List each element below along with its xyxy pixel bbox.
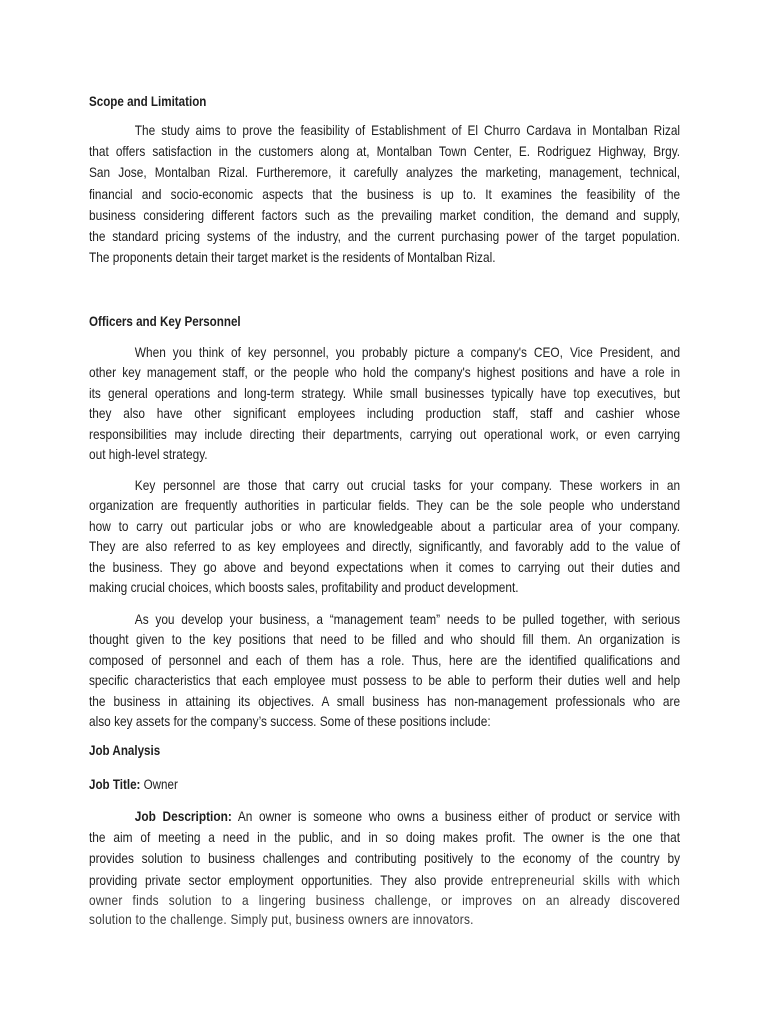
- text-line: San Jose, Montalban Rizal. Furtheremore, it carefully analyzes the marketing, management, technical,: [89, 164, 681, 181]
- text-line: They are also referred to as key employees and directly, significantly, and favorably add to the value of: [89, 538, 681, 555]
- text-line: [89, 870, 680, 891]
- text-line: how to carry out particular jobs or who are knowledgeable about a particular area of your company.: [89, 517, 681, 534]
- text-line: other key management staff, or the people who hold the company's highest positions and have a role in: [89, 364, 681, 381]
- text-line: the aim of meeting a need in the public, and in so doing makes profit. The owner is the one that: [89, 829, 681, 846]
- text-line: the business in attaining its objectives. A small business has non-management professionals who are: [89, 692, 681, 709]
- job-title-value: Owner: [143, 777, 178, 792]
- text-line: provides solution to business challenges and contributing positively to the economy of the country by: [89, 850, 681, 867]
- text-line: The proponents detain their target market is the residents of Montalban Rizal.: [89, 249, 496, 266]
- text-line: The study aims to prove the feasibility of Establishment of El Churro Cardava in Montalban Rizal: [134, 122, 681, 138]
- text-line: organization are frequently authorities in particular fields. They can be the sole people who understand: [89, 497, 681, 514]
- text-line: its general operations and long-term strategy. While small businesses typically have top executives, but: [89, 384, 681, 401]
- text-line: When you think of key personnel, you probably picture a company's CEO, Vice President, and: [134, 344, 681, 360]
- text-line: owner finds solution to a lingering business challenge, or improves on an already discovered: [89, 891, 681, 908]
- text-line: financial and socio-economic aspects that the business is up to. It examines the feasibility of the: [89, 185, 681, 202]
- text-line: Key personnel are those that carry out crucial tasks for your company. These workers in an: [134, 477, 681, 493]
- text-line: making crucial choices, which boosts sales, profitability and product development.: [89, 578, 519, 595]
- section-heading-scope: Scope and Limitation: [89, 94, 207, 109]
- text-run: providing private sector employment opportunities. They also provide: [89, 871, 484, 888]
- section-heading-job-analysis: Job Analysis: [89, 743, 161, 758]
- job-description-label: Job Description:: [134, 808, 232, 824]
- job-title: [89, 775, 597, 795]
- section-heading-officers: Officers and Key Personnel: [89, 314, 241, 329]
- officers-paragraph-2: [89, 475, 680, 597]
- officers-paragraph-3: [89, 609, 680, 731]
- text-line: that offers satisfaction in the customers along at, Montalban Town Center, E. Rodriguez Highway, Brgy.: [89, 143, 681, 160]
- text-line: also key assets for the company’s success. Some of these positions include:: [89, 712, 491, 729]
- text-line: responsibilities may include directing their departments, carrying out operational work, or even carrying: [89, 425, 681, 442]
- text-line: thought given to the key positions that need to be filled and who should fill them. An organization is: [89, 631, 681, 648]
- text-run: An owner is someone who owns a business either of product or service with: [237, 808, 681, 824]
- text-line: business considering different factors such as the prevailing market condition, the demand and supply,: [89, 206, 681, 223]
- text-line: the business. They go above and beyond expectations when it comes to carrying out their duties and: [89, 558, 681, 575]
- text-line: the standard pricing systems of the industry, and the current purchasing power of the target population.: [89, 227, 681, 244]
- officers-paragraph-1: [89, 342, 680, 464]
- text-line: composed of personnel and each of them has a role. Thus, here are the identified qualifications and: [89, 651, 681, 668]
- job-title-label: Job Title:: [89, 777, 141, 792]
- text-line: [89, 806, 680, 827]
- job-description-paragraph: [89, 806, 680, 929]
- text-run: entrepreneurial skills with which: [490, 871, 681, 888]
- text-line: solution to the challenge. Simply put, business owners are innovators.: [89, 910, 474, 927]
- text-line: As you develop your business, a “management team” needs to be pulled together, with serious: [134, 611, 681, 627]
- scope-paragraph: [89, 120, 680, 268]
- text-line: they also have other significant employees including production staff, staff and cashier whose: [89, 405, 681, 422]
- text-line: specific characteristics that each employee must possess to be able to perform their duties well and help: [89, 672, 681, 689]
- text-line: out high-level strategy.: [89, 445, 208, 462]
